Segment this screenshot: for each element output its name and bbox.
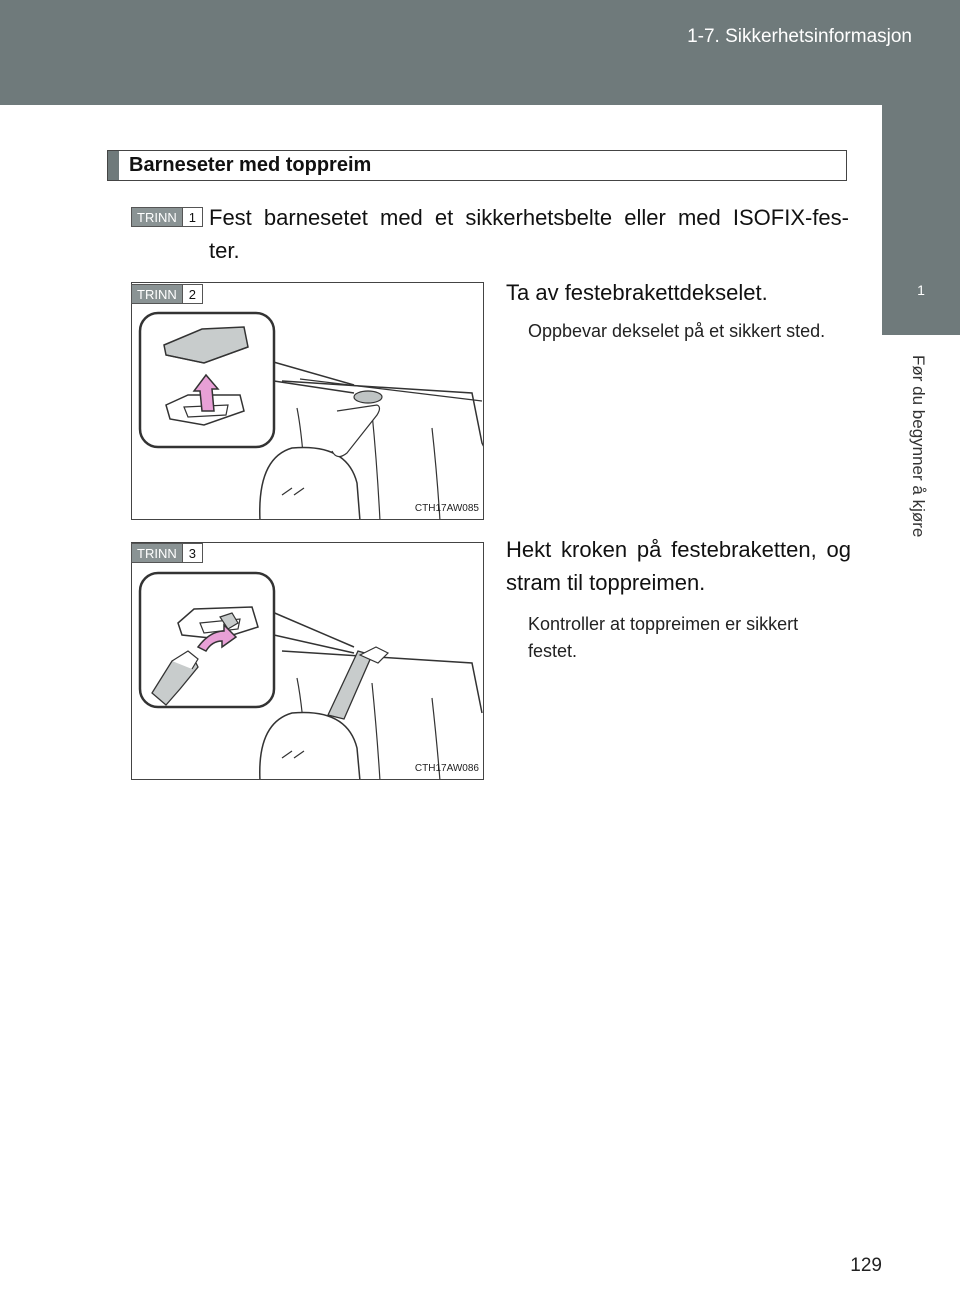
section-title: 1-7. Sikkerhetsinformasjon: [687, 26, 912, 47]
step-badge-label: TRINN: [132, 285, 182, 303]
step-badge-number: 3: [182, 544, 202, 562]
figure-code: CTH17AW085: [414, 503, 479, 514]
step-1-line-2: ter.: [209, 238, 240, 263]
step-badge-number: 2: [182, 285, 202, 303]
section-heading: [107, 150, 847, 181]
step-badge-2: [131, 284, 203, 304]
heading-accent-bar: [108, 151, 119, 180]
step-badge-3: [131, 543, 203, 563]
step-1-text: [209, 201, 849, 267]
chapter-title: Før du begynner å kjøre: [909, 355, 928, 538]
step-1-line-1: Fest barnesetet med et sikkerhetsbelte eller med ISOFIX-fes-: [209, 205, 849, 230]
step-badge-label: TRINN: [132, 544, 182, 562]
step-3-text: Hekt kroken på festebraketten, og stram til toppreimen.: [506, 537, 851, 595]
figure-remove-bracket-cover: [131, 282, 484, 520]
step-badge-number: 1: [182, 208, 202, 226]
page-number: 129: [850, 1255, 882, 1276]
step-badge-label: TRINN: [132, 208, 182, 226]
chapter-tab-divider: [882, 335, 960, 339]
illustration-bracket-cover: [132, 283, 484, 520]
chapter-number: 1: [917, 282, 925, 298]
heading-text: Barneseter med toppreim: [129, 154, 372, 176]
step-3-note: Kontroller at toppreimen er sikkert festet.: [528, 614, 799, 661]
figure-attach-top-tether: [131, 542, 484, 780]
header-bar: [0, 0, 960, 105]
figure-code: CTH17AW086: [414, 763, 479, 774]
illustration-top-tether: [132, 543, 484, 780]
step-2-text: Ta av festebrakettdekselet.: [506, 280, 768, 305]
step-badge-1: [131, 207, 203, 227]
step-2-note: Oppbevar dekselet på et sikkert sted.: [528, 321, 826, 341]
